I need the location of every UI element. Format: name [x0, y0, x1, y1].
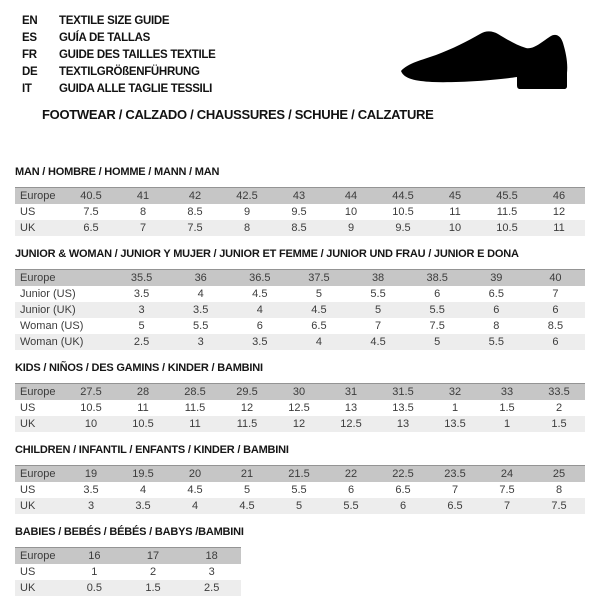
size-section	[15, 444, 585, 514]
size-value: 5.5	[429, 304, 445, 316]
size-value: 11	[137, 402, 149, 414]
size-value: 11.5	[184, 402, 206, 414]
table-row	[15, 466, 585, 482]
size-value: 13	[396, 418, 410, 430]
row-label: UK	[20, 222, 36, 234]
size-value: 18	[205, 550, 218, 562]
language-code: ES	[22, 32, 37, 44]
section-title: CHILDREN / INFANTIL / ENFANTS / KINDER / BAMBINI	[15, 444, 289, 456]
size-value: 4.5	[187, 484, 203, 496]
size-value: 3.5	[83, 484, 99, 496]
size-value: 3.5	[252, 336, 268, 348]
size-value: 44	[344, 190, 358, 202]
size-value: 8	[139, 206, 147, 218]
size-value: 16	[88, 550, 101, 562]
size-value: 12	[292, 418, 306, 430]
size-value: 5	[243, 484, 251, 496]
size-value: 7.5	[429, 320, 445, 332]
size-value: 7	[375, 320, 382, 332]
table-row	[15, 498, 585, 514]
size-value: 40	[549, 272, 562, 284]
language-guide-title: GUIDE DES TAILLES TEXTILE	[59, 49, 216, 61]
size-value: 39	[490, 272, 503, 284]
size-value: 4.5	[239, 500, 255, 512]
section-title: MAN / HOMBRE / HOMME / MANN / MAN	[15, 166, 220, 178]
size-value: 4.5	[311, 304, 327, 316]
size-value: 11.5	[236, 418, 258, 430]
size-value: 9.5	[291, 206, 307, 218]
size-value: 4	[197, 288, 204, 300]
size-value: 3	[87, 500, 95, 512]
language-guide-title: GUÍA DE TALLAS	[59, 32, 150, 44]
size-value: 10	[448, 222, 462, 234]
size-value: 41	[136, 190, 150, 202]
size-value: 12.5	[340, 418, 362, 430]
size-value: 1.5	[145, 582, 161, 594]
size-value: 22	[344, 468, 358, 480]
size-value: 7.5	[499, 484, 515, 496]
size-value: 6	[552, 336, 559, 348]
size-value: 25	[552, 468, 566, 480]
row-label: Europe	[20, 272, 56, 284]
size-value: 1.5	[551, 418, 567, 430]
size-value: 8	[555, 484, 563, 496]
language-guide-title: TEXTILGRÖßENFÜHRUNG	[59, 66, 200, 78]
table-row	[15, 302, 585, 318]
size-value: 6	[434, 288, 441, 300]
size-value: 43	[292, 190, 306, 202]
shoe-icon	[398, 26, 574, 92]
size-value: 3.5	[135, 500, 151, 512]
language-guide-title: GUIDA ALLE TAGLIE TESSILI	[59, 83, 213, 95]
size-value: 12	[552, 206, 566, 218]
size-value: 6	[552, 304, 559, 316]
row-label: Junior (US)	[20, 288, 76, 300]
size-value: 36	[194, 272, 207, 284]
size-value: 38.5	[426, 272, 448, 284]
section-title: BABIES / BEBÉS / BÉBÉS / BABYS /BAMBINI	[15, 526, 244, 538]
size-value: 5.5	[343, 500, 359, 512]
size-value: 29.5	[236, 386, 258, 398]
size-value: 31.5	[392, 386, 414, 398]
size-value: 5	[295, 500, 303, 512]
size-value: 5	[434, 336, 441, 348]
section-title: JUNIOR & WOMAN / JUNIOR Y MUJER / JUNIOR ET FEMME / JUNIOR UND FRAU / JUNIOR E DONA	[15, 248, 519, 260]
size-value: 6.5	[488, 288, 504, 300]
size-value: 11	[553, 222, 565, 234]
size-value: 23.5	[444, 468, 466, 480]
language-code: IT	[22, 83, 32, 95]
size-value: 4	[256, 304, 263, 316]
row-label: Europe	[20, 386, 56, 398]
table-row	[15, 270, 585, 286]
size-value: 7	[503, 500, 511, 512]
size-value: 6.5	[447, 500, 463, 512]
table-row	[15, 400, 585, 416]
size-value: 13.5	[392, 402, 414, 414]
row-label: US	[20, 484, 36, 496]
size-value: 6.5	[311, 320, 327, 332]
size-value: 36.5	[249, 272, 271, 284]
size-value: 10	[344, 206, 358, 218]
section-title: KIDS / NIÑOS / DES GAMINS / KINDER / BAMBINI	[15, 362, 263, 374]
row-label: Europe	[20, 550, 56, 562]
size-value: 5	[315, 288, 322, 300]
size-value: 30	[292, 386, 306, 398]
size-value: 1	[91, 566, 98, 578]
size-value: 4.5	[252, 288, 268, 300]
size-value: 4	[191, 500, 199, 512]
size-value: 6	[493, 304, 500, 316]
size-tables-container	[15, 166, 585, 596]
size-value: 21.5	[288, 468, 310, 480]
size-value: 6.5	[395, 484, 411, 496]
size-value: 32	[448, 386, 462, 398]
size-value: 45	[448, 190, 462, 202]
category-heading: FOOTWEAR / CALZADO / CHAUSSURES / SCHUHE / CALZATURE	[42, 107, 434, 122]
size-value: 3.5	[133, 288, 150, 300]
size-value: 8	[493, 320, 500, 332]
size-value: 5	[375, 304, 382, 316]
size-value: 12.5	[288, 402, 310, 414]
size-value: 8.5	[291, 222, 307, 234]
size-value: 46	[552, 190, 566, 202]
size-value: 5.5	[291, 484, 307, 496]
size-value: 10.5	[132, 418, 154, 430]
table-row	[15, 580, 241, 596]
size-section	[15, 526, 585, 596]
size-value: 20	[188, 468, 202, 480]
size-value: 2	[149, 566, 157, 578]
row-label: Woman (UK)	[20, 336, 84, 348]
language-code: EN	[22, 15, 38, 27]
size-table	[15, 383, 585, 432]
size-value: 8.5	[547, 320, 564, 332]
table-row	[15, 318, 585, 334]
size-value: 28.5	[184, 386, 206, 398]
row-label: UK	[20, 500, 36, 512]
row-label: UK	[20, 582, 36, 594]
size-value: 8	[243, 222, 251, 234]
size-value: 33	[500, 386, 514, 398]
size-value: 0.5	[86, 582, 102, 594]
size-value: 1	[503, 418, 511, 430]
size-value: 6.5	[83, 222, 99, 234]
size-value: 45.5	[496, 190, 518, 202]
size-value: 42.5	[236, 190, 258, 202]
table-row	[15, 384, 585, 400]
size-section	[15, 166, 585, 236]
size-value: 28	[136, 386, 150, 398]
size-value: 10	[84, 418, 98, 430]
size-value: 19	[84, 468, 98, 480]
size-value: 1	[451, 402, 459, 414]
size-value: 6	[399, 500, 407, 512]
size-value: 6	[256, 320, 263, 332]
size-value: 4	[139, 484, 147, 496]
size-value: 42	[188, 190, 202, 202]
table-row	[15, 482, 585, 498]
size-value: 7	[139, 222, 147, 234]
table-row	[15, 286, 585, 302]
size-value: 7	[451, 484, 459, 496]
size-table	[15, 465, 585, 514]
size-value: 19.5	[132, 468, 154, 480]
size-value: 7.5	[83, 206, 99, 218]
language-code: DE	[22, 66, 38, 78]
size-value: 4	[315, 336, 322, 348]
size-value: 5.5	[193, 320, 209, 332]
size-value: 38	[371, 272, 385, 284]
size-value: 5.5	[370, 288, 386, 300]
size-value: 2.5	[133, 336, 150, 348]
size-value: 11	[449, 206, 461, 218]
row-label: Europe	[20, 468, 56, 480]
size-value: 3.5	[193, 304, 209, 316]
size-table	[15, 547, 241, 596]
row-label: UK	[20, 418, 36, 430]
size-value: 33.5	[548, 386, 570, 398]
size-value: 2.5	[204, 582, 220, 594]
size-value: 37.5	[308, 272, 330, 284]
size-value: 7.5	[551, 500, 567, 512]
size-value: 3	[197, 336, 204, 348]
size-value: 4.5	[370, 336, 386, 348]
row-label: Junior (UK)	[20, 304, 76, 316]
size-value: 35.5	[130, 272, 153, 284]
size-value: 11.5	[496, 206, 518, 218]
size-value: 7.5	[187, 222, 203, 234]
table-row	[15, 548, 241, 564]
size-value: 3	[138, 304, 145, 316]
size-table	[15, 187, 585, 236]
size-value: 44.5	[392, 190, 414, 202]
size-value: 3	[208, 566, 215, 578]
row-label: US	[20, 206, 36, 218]
table-row	[15, 334, 585, 350]
size-section	[15, 362, 585, 432]
row-label: US	[20, 402, 36, 414]
language-code: FR	[22, 49, 37, 61]
size-value: 17	[146, 550, 160, 562]
size-value: 2	[555, 402, 563, 414]
size-section	[15, 248, 585, 350]
size-value: 13.5	[444, 418, 466, 430]
size-value: 10.5	[496, 222, 518, 234]
row-label: Europe	[20, 190, 56, 202]
table-row	[15, 416, 585, 432]
size-value: 22.5	[392, 468, 414, 480]
size-value: 10.5	[392, 206, 414, 218]
size-table	[15, 269, 585, 350]
size-value: 8.5	[187, 206, 203, 218]
size-value: 9	[347, 222, 355, 234]
table-row	[15, 204, 585, 220]
size-value: 6	[347, 484, 355, 496]
size-value: 21	[240, 468, 254, 480]
row-label: Woman (US)	[20, 320, 84, 332]
size-value: 40.5	[80, 190, 102, 202]
size-value: 5	[138, 320, 145, 332]
size-value: 24	[500, 468, 514, 480]
table-row	[15, 220, 585, 236]
table-row	[15, 188, 585, 204]
size-value: 9	[243, 206, 251, 218]
size-value: 27.5	[80, 386, 102, 398]
size-value: 11	[189, 418, 201, 430]
size-value: 1.5	[499, 402, 515, 414]
size-value: 12	[240, 402, 254, 414]
table-row	[15, 564, 241, 580]
row-label: US	[20, 566, 36, 578]
size-value: 9.5	[395, 222, 411, 234]
language-guide-title: TEXTILE SIZE GUIDE	[59, 15, 170, 27]
size-value: 5.5	[488, 336, 504, 348]
size-value: 7	[552, 288, 559, 300]
size-value: 31	[344, 386, 358, 398]
size-value: 10.5	[80, 402, 102, 414]
size-value: 13	[344, 402, 358, 414]
